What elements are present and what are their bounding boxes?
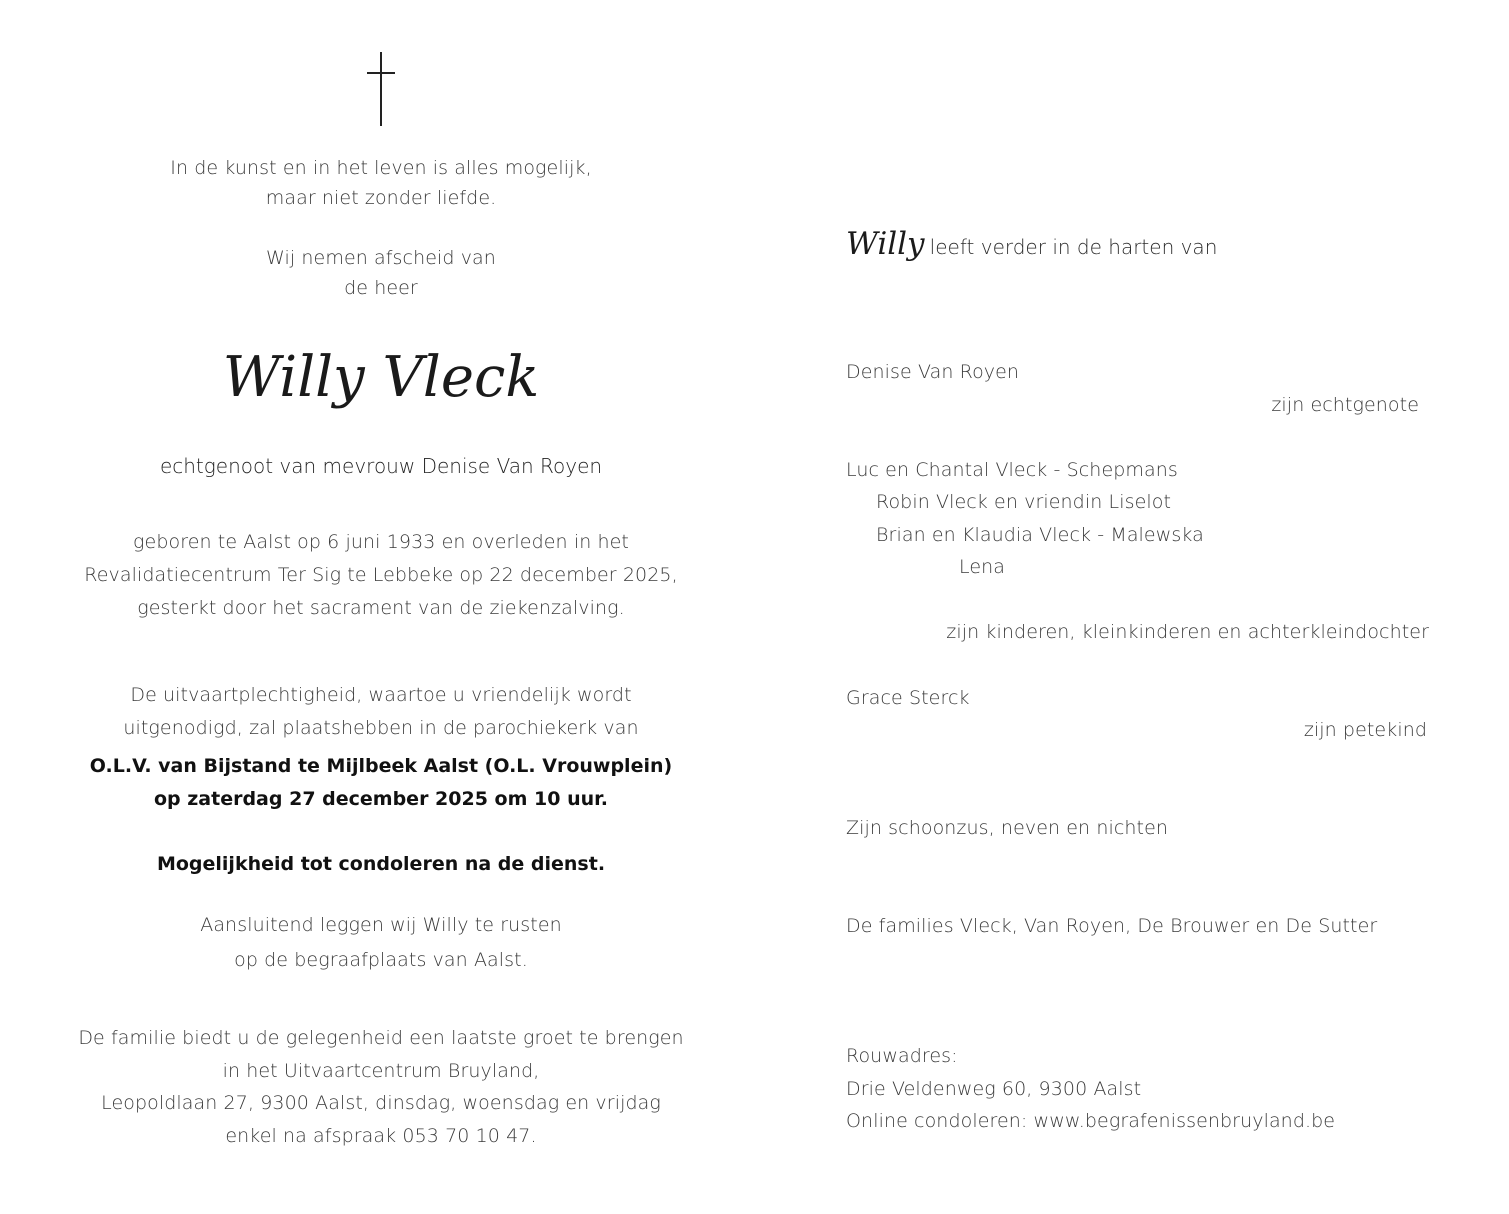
spouse-name: Denise Van Royen bbox=[846, 361, 1020, 383]
visit-line-3: Leopoldlaan 27, 9300 Aalst, dinsdag, woensdag en vrijdag bbox=[101, 1092, 661, 1114]
motto-line-1: In de kunst en in het leven is alles mogelijk, bbox=[170, 157, 592, 179]
funeral-intro-line-1: De uitvaartplechtigheid, waartoe u vriendelijk wordt bbox=[130, 684, 632, 706]
heading bbox=[846, 226, 1217, 262]
online-condolence: Online condoleren: www.begrafenissenbruyland.be bbox=[846, 1110, 1336, 1132]
burial-line-2: op de begraafplaats van Aalst. bbox=[234, 949, 528, 971]
funeral-datetime: op zaterdag 27 december 2025 om 10 uur. bbox=[153, 788, 609, 810]
heading-text: leeft verder in de harten van bbox=[929, 235, 1218, 259]
godchild-role: zijn petekind bbox=[1303, 719, 1427, 741]
birth-line-1: geboren te Aalst op 6 juni 1933 en overleden in het bbox=[133, 531, 629, 553]
grandchild-2: Brian en Klaudia Vleck - Malewska bbox=[876, 524, 1204, 546]
address-label: Rouwadres: bbox=[846, 1045, 958, 1067]
inlaws: Zijn schoonzus, neven en nichten bbox=[846, 817, 1169, 839]
grandchild-1: Robin Vleck en vriendin Liselot bbox=[876, 491, 1172, 513]
great-grandchild: Lena bbox=[959, 556, 1006, 578]
spouse-role: zijn echtgenote bbox=[1271, 394, 1419, 416]
motto-line-2: maar niet zonder liefde. bbox=[265, 187, 497, 209]
intro-line-2: de heer bbox=[344, 277, 418, 299]
cross-icon bbox=[367, 52, 397, 127]
condolence-note: Mogelijkheid tot condoleren na de dienst. bbox=[156, 853, 606, 875]
birth-line-3: gesterkt door het sacrament van de ziekenzalving. bbox=[137, 597, 625, 619]
visit-line-1: De familie biedt u de gelegenheid een laatste groet te brengen bbox=[78, 1027, 684, 1049]
intro-line-1: Wij nemen afscheid van bbox=[266, 247, 496, 269]
birth-line-2: Revalidatiecentrum Ter Sig te Lebbeke op 22 december 2025, bbox=[84, 564, 678, 586]
children-role: zijn kinderen, kleinkinderen en achterkleindochter bbox=[946, 621, 1429, 643]
deceased-name: Willy Vleck bbox=[222, 345, 540, 410]
burial-line-1: Aansluitend leggen wij Willy te rusten bbox=[200, 914, 562, 936]
families: De families Vleck, Van Royen, De Brouwer en De Sutter bbox=[846, 915, 1378, 937]
child-1: Luc en Chantal Vleck - Schepmans bbox=[846, 459, 1178, 481]
visit-line-4: enkel na afspraak 053 70 10 47. bbox=[225, 1125, 537, 1147]
funeral-intro-line-2: uitgenodigd, zal plaatshebben in de parochiekerk van bbox=[123, 717, 639, 739]
spouse-line: echtgenoot van mevrouw Denise Van Royen bbox=[159, 454, 603, 478]
heading-script-name: Willy bbox=[846, 226, 925, 262]
visit-line-2: in het Uitvaartcentrum Bruyland, bbox=[222, 1060, 540, 1082]
funeral-location: O.L.V. van Bijstand te Mijlbeek Aalst (O.L. Vrouwplein) bbox=[89, 755, 673, 777]
godchild-name: Grace Sterck bbox=[846, 687, 970, 709]
address: Drie Veldenweg 60, 9300 Aalst bbox=[846, 1078, 1142, 1100]
